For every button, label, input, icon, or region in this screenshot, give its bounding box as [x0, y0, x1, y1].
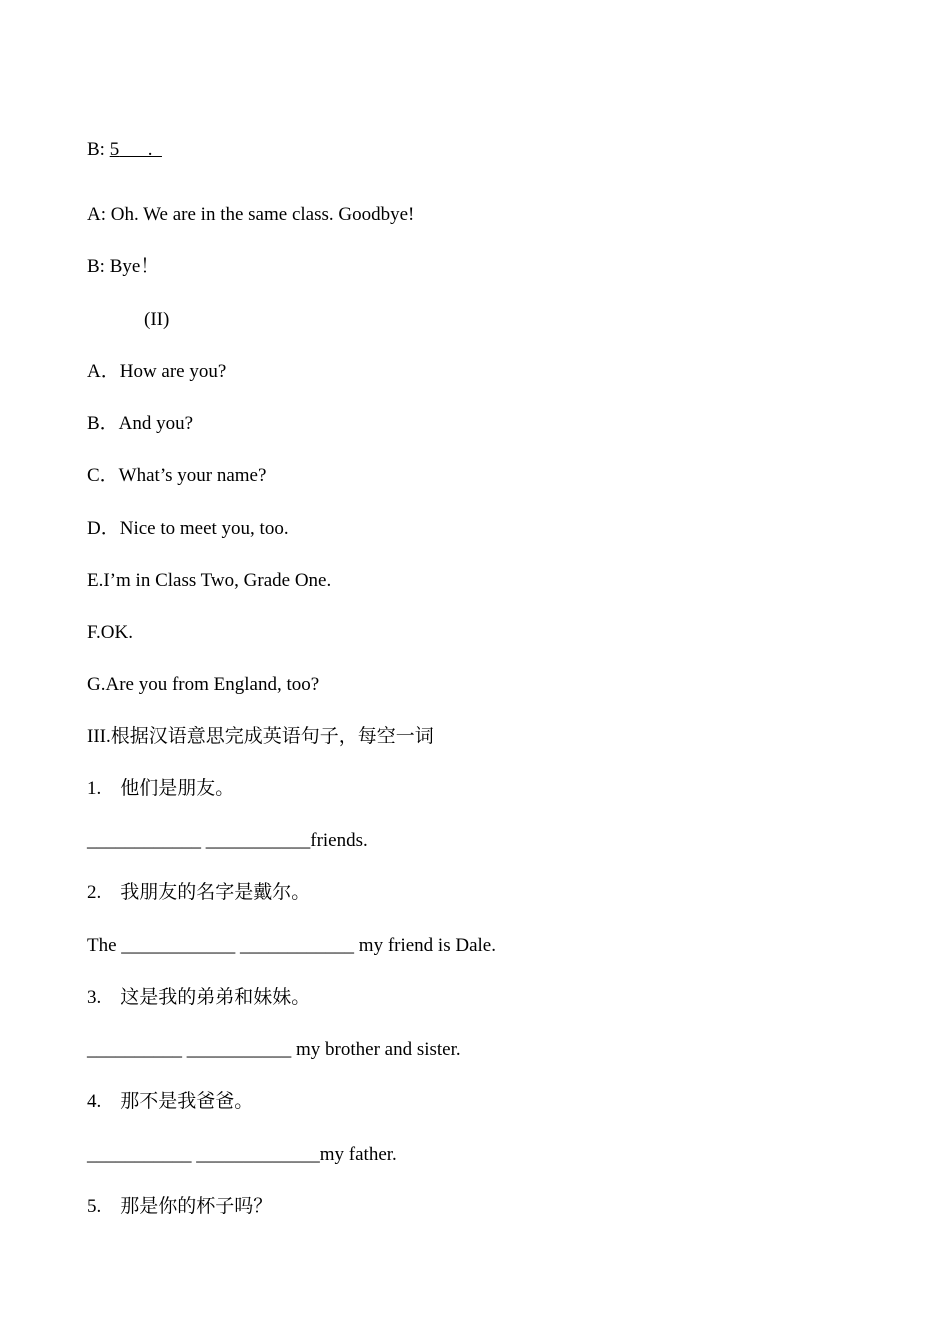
option-b: B．And you? [87, 413, 194, 434]
question-5-prompt: 5. 那是你的杯子吗？ [87, 1196, 273, 1217]
blank-number-5: 5 [109, 139, 120, 160]
question-4-prompt: 4. 那不是我爸爸。 [87, 1091, 254, 1112]
option-a: A．How are you? [87, 361, 227, 382]
option-g: G.Are you from England, too? [87, 674, 320, 695]
option-c: C．What’s your name? [87, 465, 267, 486]
section-three-heading: III.根据汉语意思完成英语句子，每空一词 [87, 726, 434, 747]
dialogue-b-line: B: Bye！ [87, 256, 160, 277]
question-1-prompt: 1. 他们是朋友。 [87, 778, 235, 799]
speaker-b-prefix: B: [87, 139, 110, 160]
option-d: D．Nice to meet you, too. [87, 518, 289, 539]
question-3-prompt: 3. 这是我的弟弟和妹妹。 [87, 987, 311, 1008]
question-3-answer-line: __________ ___________ my brother and sister. [87, 1039, 461, 1060]
dialogue-b-blank-line [87, 138, 162, 162]
question-1-answer-line: ____________ ___________friends. [87, 830, 368, 851]
option-e: E.I’m in Class Two, Grade One. [87, 570, 332, 591]
question-4-answer-line: ___________ _____________my father. [87, 1144, 397, 1165]
question-2-answer-line: The ____________ ____________ my friend is Dale. [87, 935, 496, 956]
dialogue-a-line: A: Oh. We are in the same class. Goodbye! [87, 204, 415, 225]
blank-underline: . [119, 139, 162, 160]
question-2-prompt: 2. 我朋友的名字是戴尔。 [87, 882, 311, 903]
section-two-heading: (II) [144, 309, 170, 330]
option-f: F.OK. [87, 622, 133, 643]
